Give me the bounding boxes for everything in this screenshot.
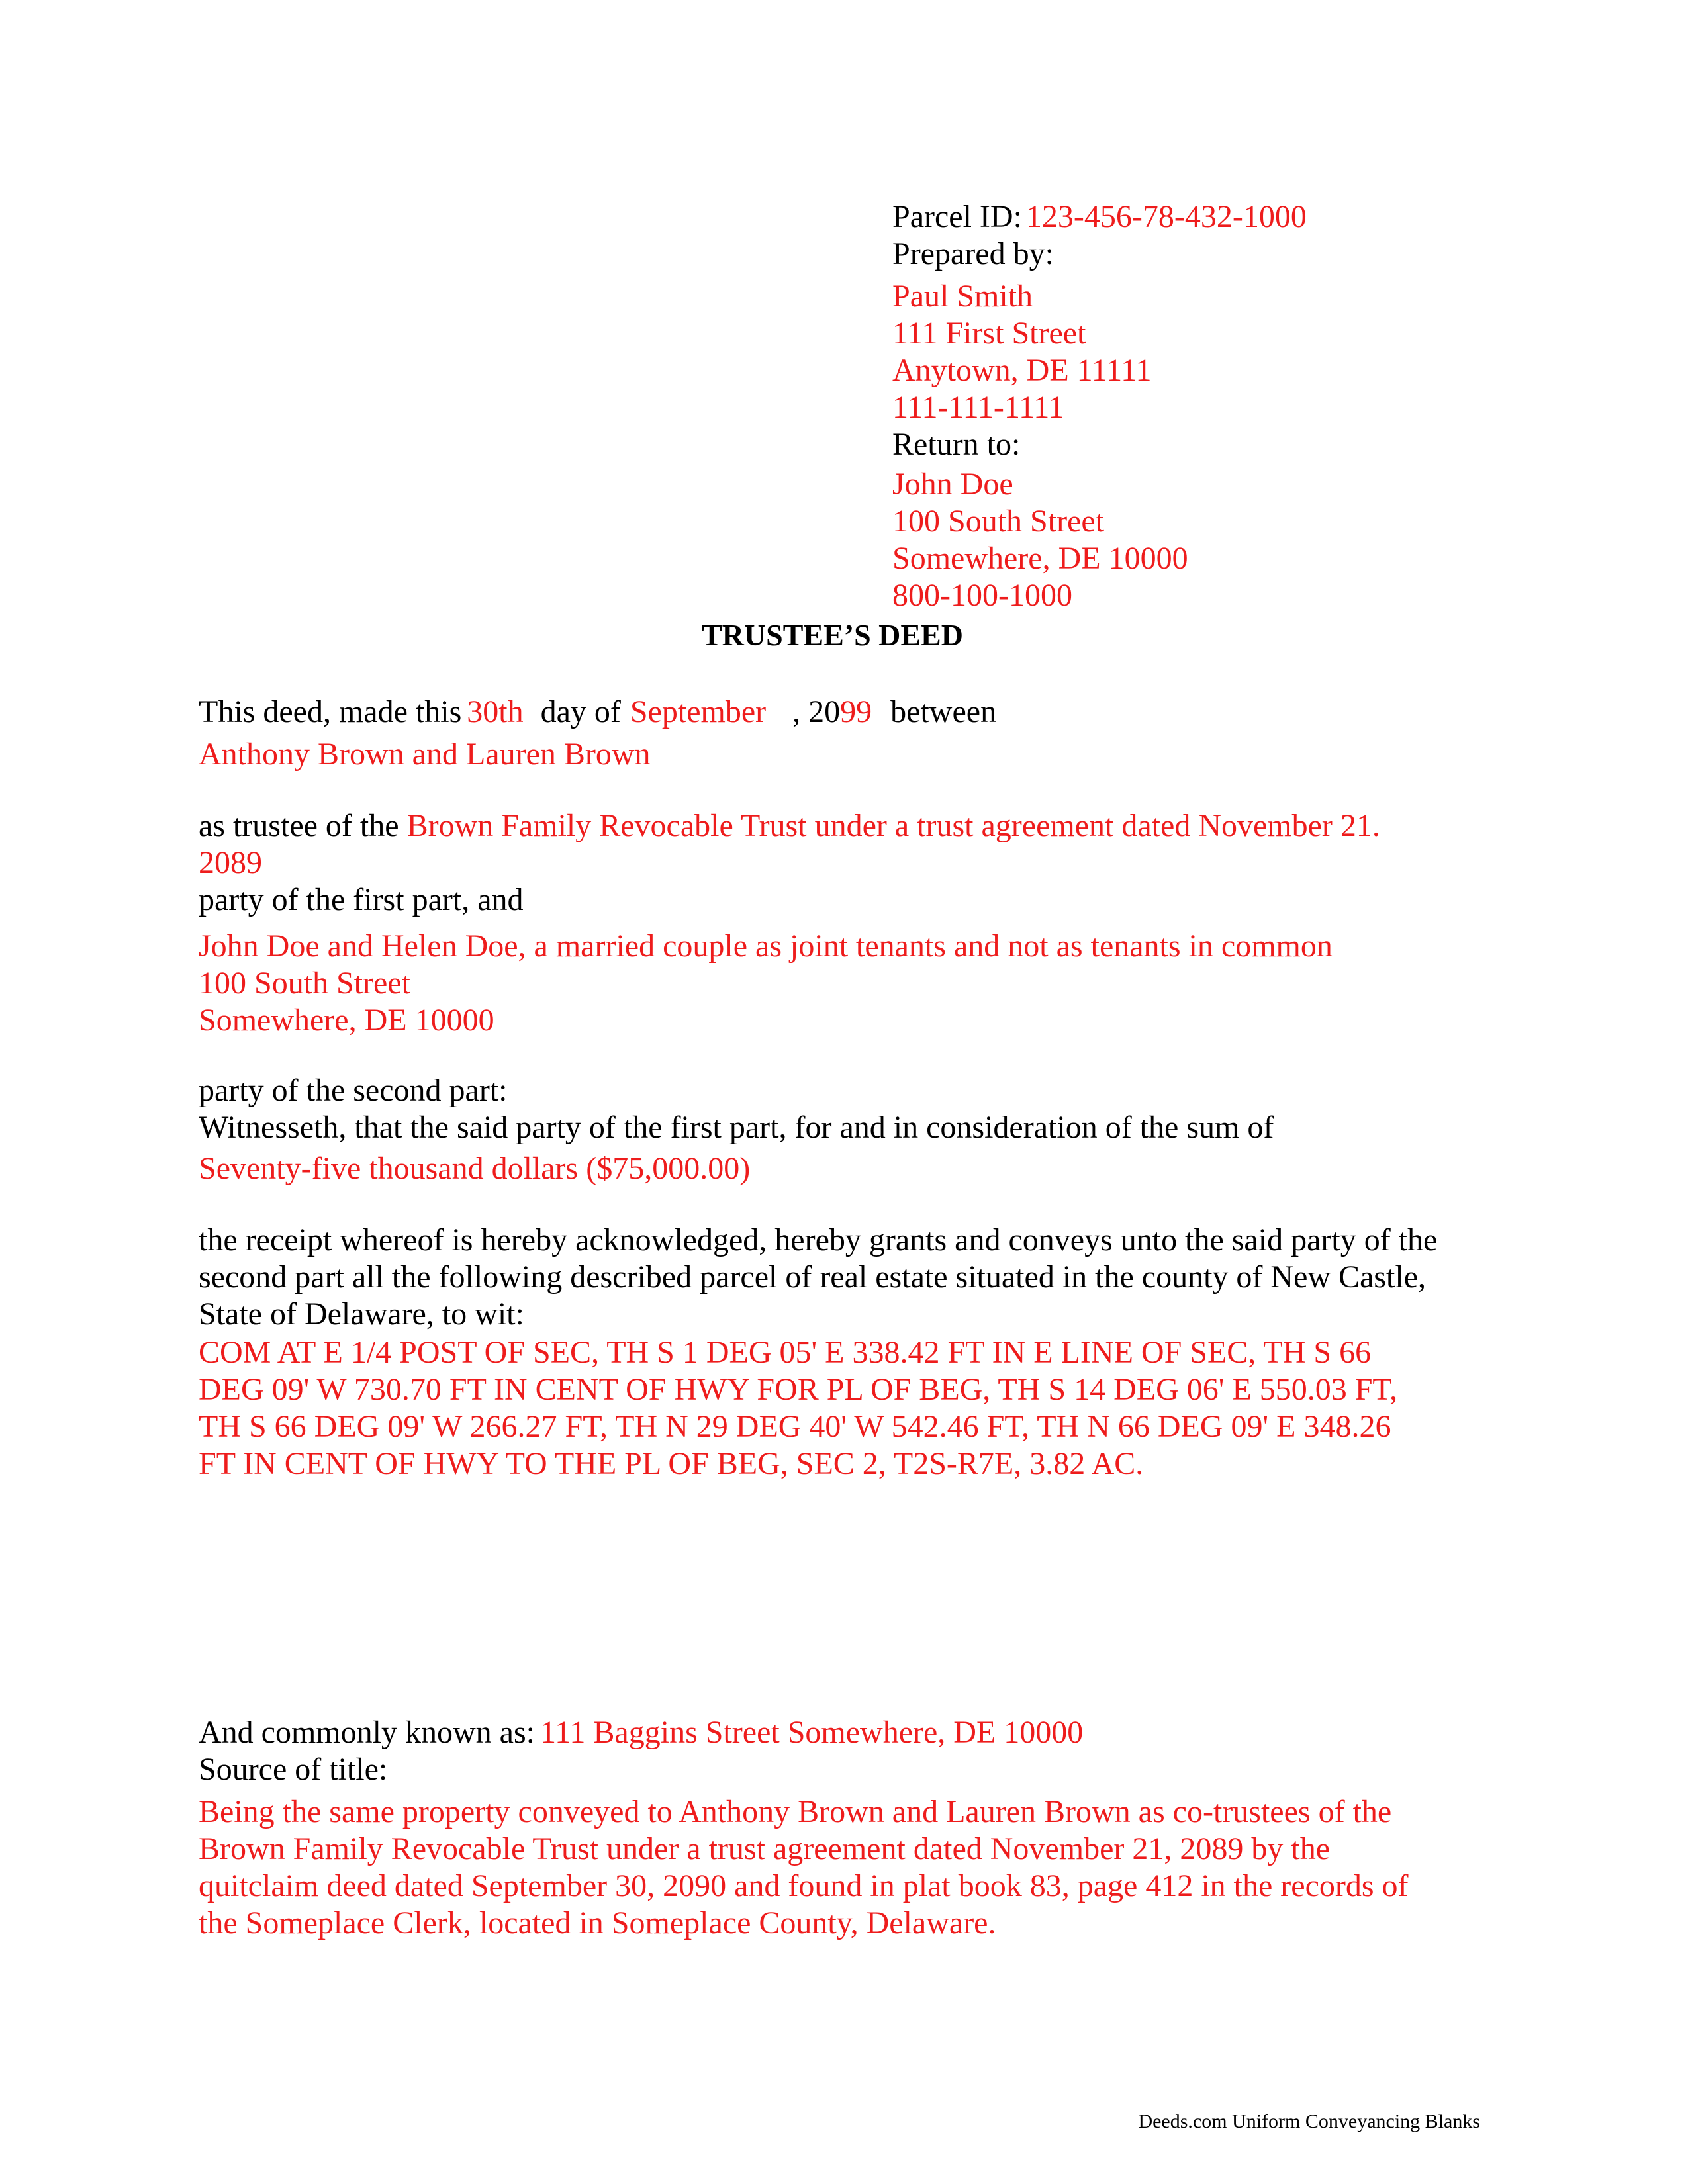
receipt-line-2: second part all the following described parcel of real estate situated in the county of New Castle,: [199, 1259, 1427, 1295]
intro-label: This deed, made this: [199, 694, 462, 729]
parcel-id-label: Parcel ID:: [892, 199, 1022, 234]
grantee-street: 100 South Street: [199, 966, 410, 1001]
receipt-line-1: the receipt whereof is hereby acknowledged, hereby grants and conveys unto the said party of the: [199, 1222, 1438, 1257]
deed-month: September: [630, 694, 767, 729]
known-as-row: [199, 1714, 1083, 1751]
source-of-title-label: Source of title:: [199, 1752, 388, 1787]
source-line-4: the Someplace Clerk, located in Someplace County, Delaware.: [199, 1905, 996, 1940]
trustee-label: as trustee of the: [199, 808, 399, 843]
first-part-label: party of the first part, and: [199, 882, 524, 917]
parcel-id-row: [892, 199, 1307, 236]
parcel-id-value: 123-456-78-432-1000: [1025, 199, 1307, 234]
return-name: John Doe: [892, 467, 1013, 502]
year-prefix: , 20: [792, 694, 841, 729]
witnesseth-text: Witnesseth, that the said party of the first part, for and in consideration of the sum of: [199, 1110, 1274, 1145]
grantor-names: Anthony Brown and Lauren Brown: [199, 737, 651, 772]
deed-date-row: [199, 694, 996, 731]
document-title: TRUSTEE’S DEED: [702, 618, 963, 652]
second-part-label: party of the second part:: [199, 1073, 508, 1108]
source-line-1: Being the same property conveyed to Anthony Brown and Lauren Brown as co-trustees of the: [199, 1794, 1392, 1829]
known-as-address: 111 Baggins Street Somewhere, DE 10000: [539, 1715, 1084, 1750]
preparer-street: 111 First Street: [892, 316, 1086, 351]
legal-description-line-3: TH S 66 DEG 09' W 266.27 FT, TH N 29 DEG 40' W 542.46 FT, TH N 66 DEG 09' E 348.26: [199, 1409, 1391, 1444]
preparer-phone: 111-111-1111: [892, 390, 1064, 425]
legal-description-line-4: FT IN CENT OF HWY TO THE PL OF BEG, SEC 2, T2S-R7E, 3.82 AC.: [199, 1446, 1144, 1481]
legal-description-line-2: DEG 09' W 730.70 FT IN CENT OF HWY FOR PL OF BEG, TH S 14 DEG 06' E 550.03 FT,: [199, 1372, 1398, 1407]
trust-name-line1: Brown Family Revocable Trust under a trust agreement dated November 21.: [406, 808, 1380, 843]
preparer-city: Anytown, DE 11111: [892, 353, 1152, 388]
return-to-label: Return to:: [892, 427, 1021, 462]
return-phone: 800-100-1000: [892, 578, 1072, 613]
legal-description-line-1: COM AT E 1/4 POST OF SEC, TH S 1 DEG 05' E 338.42 FT IN E LINE OF SEC, TH S 66: [199, 1335, 1372, 1370]
return-street: 100 South Street: [892, 504, 1104, 539]
grantee-names: John Doe and Helen Doe, a married couple as joint tenants and not as tenants in common: [199, 929, 1333, 964]
return-city: Somewhere, DE 10000: [892, 541, 1188, 576]
known-as-label: And commonly known as:: [199, 1715, 535, 1750]
receipt-line-3: State of Delaware, to wit:: [199, 1297, 524, 1332]
grantee-city: Somewhere, DE 10000: [199, 1003, 494, 1038]
trust-row: [199, 807, 1380, 844]
source-line-3: quitclaim deed dated September 30, 2090 and found in plat book 83, page 412 in the records of: [199, 1868, 1409, 1903]
source-line-2: Brown Family Revocable Trust under a trust agreement dated November 21, 2089 by the: [199, 1831, 1330, 1866]
deed-year: 99: [840, 694, 872, 729]
trust-name-line2: 2089: [199, 845, 262, 880]
preparer-name: Paul Smith: [892, 279, 1033, 314]
day-of-label: day of: [540, 694, 621, 729]
footer-text: Deeds.com Uniform Conveyancing Blanks: [1138, 2111, 1480, 2132]
consideration-amount: Seventy-five thousand dollars ($75,000.00): [199, 1151, 751, 1186]
deed-day: 30th: [467, 694, 524, 729]
prepared-by-label: Prepared by:: [892, 236, 1054, 271]
between-label: between: [890, 694, 997, 729]
